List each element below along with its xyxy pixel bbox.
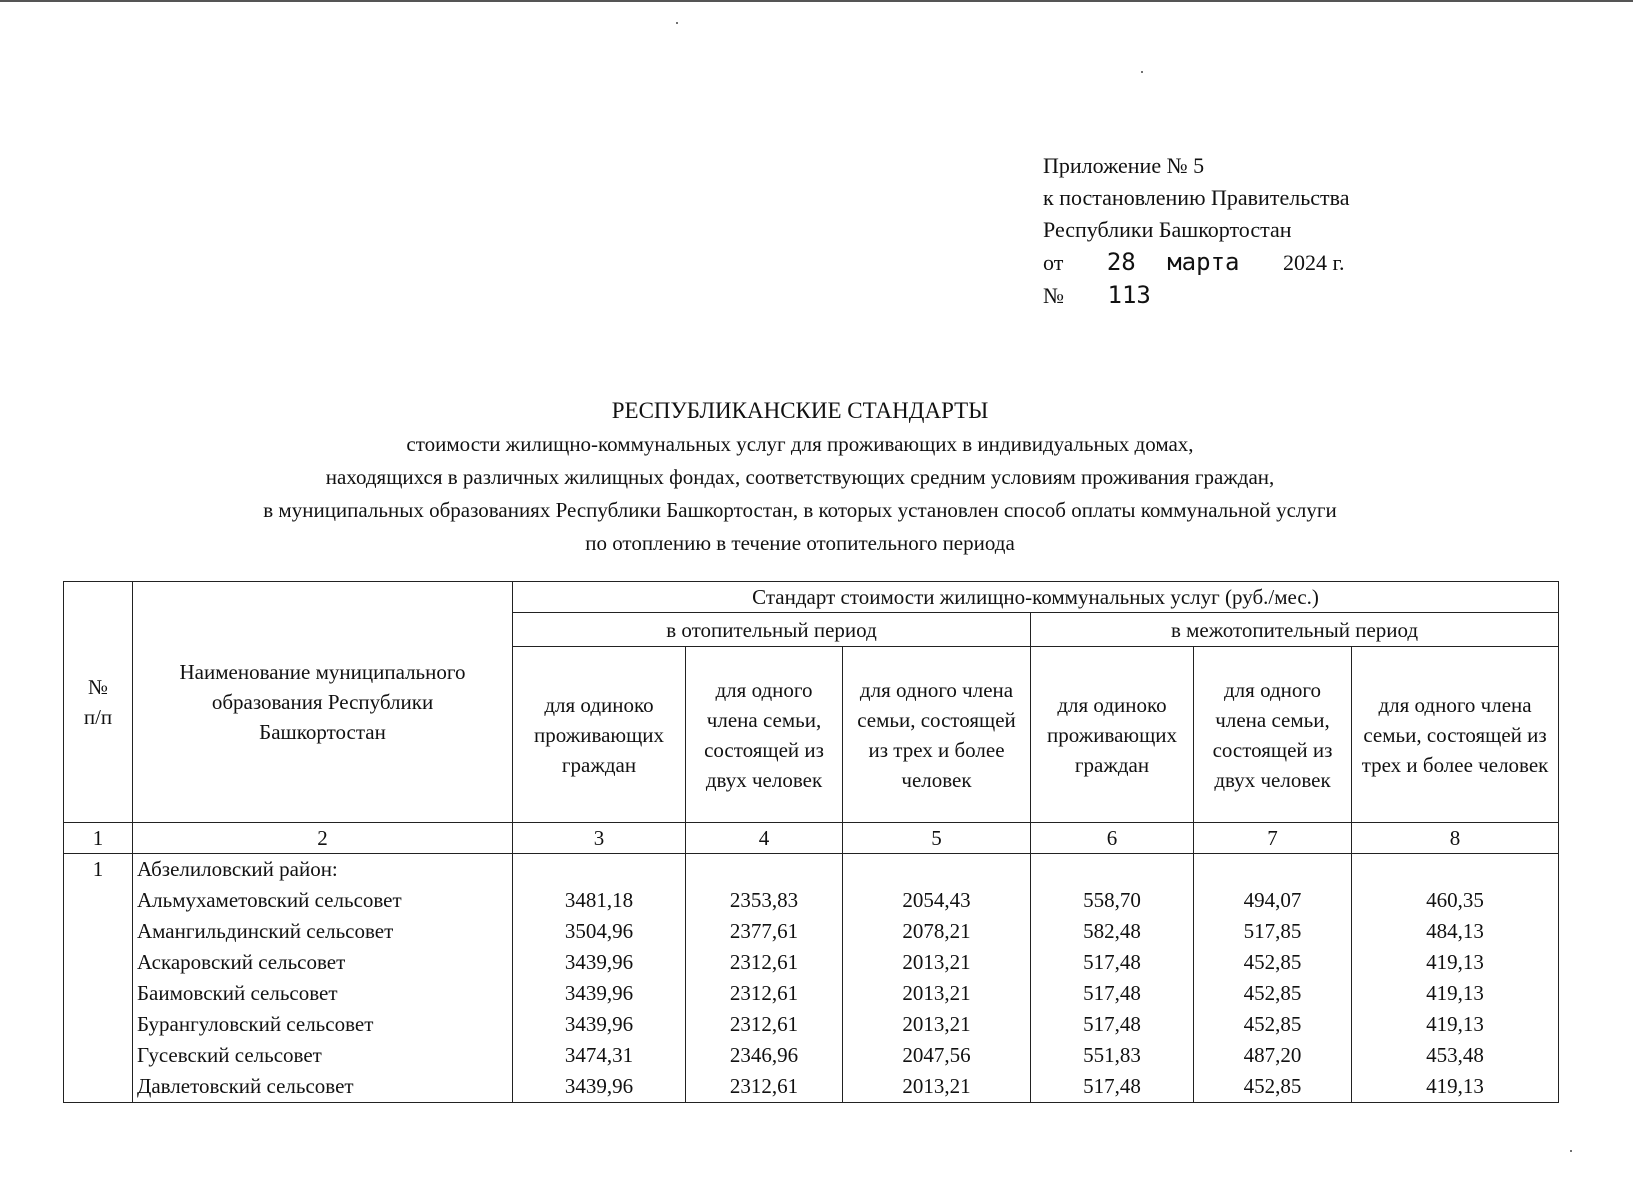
table-cell: 460,35 <box>1426 888 1484 912</box>
table-cell: 452,85 <box>1243 1074 1302 1098</box>
table-cell: 3474,31 <box>564 1043 634 1067</box>
header-nonheating-single: для одиноко проживающих граждан <box>1031 647 1194 823</box>
group-index <box>64 854 133 1103</box>
table-cell: 2312,61 <box>729 981 799 1005</box>
table-cell: 2312,61 <box>729 950 799 974</box>
table-cell: 558,70 <box>1083 888 1141 912</box>
table-cell: 419,13 <box>1426 1012 1484 1036</box>
values-heating-three <box>843 854 1031 1103</box>
date-day: 28 <box>1106 248 1136 276</box>
values-nonheating-three <box>1352 854 1559 1103</box>
table-cell: 551,83 <box>1083 1043 1141 1067</box>
values-heating-two <box>686 854 843 1103</box>
appendix-line-2: к постановлению Правительства <box>1043 185 1350 210</box>
header-row-number: № п/п <box>64 582 133 823</box>
municipality-names <box>133 854 513 1103</box>
table-cell: 419,13 <box>1426 950 1484 974</box>
heading-line-3: в муниципальных образованиях Республики Башкортостан, в которых установлен способ оплаты коммунальной услуги <box>263 498 1337 522</box>
table-cell: 2013,21 <box>902 950 971 974</box>
appendix-date <box>1043 246 1349 279</box>
table-cell: 517,48 <box>1083 950 1141 974</box>
appendix-line-3: Республики Башкортостан <box>1043 217 1292 242</box>
table-cell: 3481,18 <box>564 888 634 912</box>
column-number-4: 4 <box>686 823 843 854</box>
column-number-6: 6 <box>1031 823 1194 854</box>
table-cell: 453,48 <box>1426 1043 1484 1067</box>
header-nonheating-two: для одного члена семьи, состоящей из двух человек <box>1194 647 1352 823</box>
table-cell: 2377,61 <box>729 919 799 943</box>
appendix-line-1: Приложение № 5 <box>1043 153 1205 178</box>
table-cell: 3439,96 <box>564 1012 634 1036</box>
date-month: марта <box>1167 248 1240 276</box>
list-item: Амангильдинский сельсовет <box>137 919 394 943</box>
appendix-number <box>1043 279 1349 312</box>
table-cell: 2346,96 <box>729 1043 799 1067</box>
standards-table <box>63 581 1559 1103</box>
values-nonheating-two <box>1194 854 1352 1103</box>
values-nonheating-single <box>1031 854 1194 1103</box>
document-title: РЕСПУБЛИКАНСКИЕ СТАНДАРТЫ <box>611 398 989 423</box>
table-cell: 2013,21 <box>902 1074 971 1098</box>
table-cell: 2312,61 <box>729 1012 799 1036</box>
list-item: Давлетовский сельсовет <box>137 1074 354 1098</box>
header-heating-period: в отопительный период <box>513 613 1031 647</box>
table-cell: 2078,21 <box>902 919 971 943</box>
list-item: Альмухаметовский сельсовет <box>137 888 402 912</box>
group-index-value: 1 <box>92 857 104 881</box>
scan-speck <box>1141 71 1143 73</box>
table-cell: 3439,96 <box>564 950 634 974</box>
table-cell: 487,20 <box>1243 1043 1302 1067</box>
number-prefix: № <box>1043 283 1064 308</box>
table-cell: 2353,83 <box>729 888 799 912</box>
appendix-block <box>1043 150 1349 312</box>
column-number-1: 1 <box>64 823 133 854</box>
table-cell: 494,07 <box>1243 888 1302 912</box>
header-heating-single: для одиноко проживающих граждан <box>513 647 686 823</box>
table-cell: 517,48 <box>1083 1074 1141 1098</box>
table-cell: 419,13 <box>1426 981 1484 1005</box>
table-cell: 2312,61 <box>729 1074 799 1098</box>
list-item: Гусевский сельсовет <box>137 1043 322 1067</box>
scan-top-edge <box>0 0 1633 2</box>
scan-speck <box>676 22 678 24</box>
table-cell: 3439,96 <box>564 981 634 1005</box>
table-cell: 484,13 <box>1426 919 1484 943</box>
table-cell: 3504,96 <box>564 919 634 943</box>
table-row <box>64 854 1559 1103</box>
header-nonheating-three: для одного члена семьи, состоящей из трех и более человек <box>1352 647 1559 823</box>
table-cell: 2047,56 <box>902 1043 971 1067</box>
table-cell: 452,85 <box>1243 1012 1302 1036</box>
table-cell: 3439,96 <box>564 1074 634 1098</box>
table-cell: 517,48 <box>1083 1012 1141 1036</box>
heading-line-2: находящихся в различных жилищных фондах, соответствующих средним условиям проживания граждан, <box>325 465 1275 489</box>
table-cell: 517,85 <box>1243 919 1302 943</box>
table-cell: 452,85 <box>1243 981 1302 1005</box>
date-year: 2024 г. <box>1282 250 1345 275</box>
heading-line-4: по отоплению в течение отопительного периода <box>585 531 1015 555</box>
header-heating-three: для одного члена семьи, состоящей из трех и более человек <box>843 647 1031 823</box>
header-municipality-name: Наименование муниципального образования Республики Башкортостан <box>133 582 513 823</box>
header-heating-two: для одного члена семьи, состоящей из двух человек <box>686 647 843 823</box>
column-number-3: 3 <box>513 823 686 854</box>
table-cell: 582,48 <box>1083 919 1141 943</box>
list-item: Аскаровский сельсовет <box>137 950 346 974</box>
table-cell: 419,13 <box>1426 1074 1484 1098</box>
table-cell: 2054,43 <box>902 888 971 912</box>
heading-line-1: стоимости жилищно-коммунальных услуг для проживающих в индивидуальных домах, <box>406 432 1194 456</box>
table-cell: 452,85 <box>1243 950 1302 974</box>
district-name: Абзелиловский район: <box>137 857 338 881</box>
list-item: Бурангуловский сельсовет <box>137 1012 374 1036</box>
column-number-7: 7 <box>1194 823 1352 854</box>
document-number: 113 <box>1107 281 1151 309</box>
header-nonheating-period: в межотопительный период <box>1031 613 1559 647</box>
column-number-2: 2 <box>133 823 513 854</box>
column-number-8: 8 <box>1352 823 1559 854</box>
values-heating-single <box>513 854 686 1103</box>
table-cell: 2013,21 <box>902 1012 971 1036</box>
table-cell: 517,48 <box>1083 981 1141 1005</box>
table-cell: 2013,21 <box>902 981 971 1005</box>
date-prefix: от <box>1043 250 1064 275</box>
document-heading <box>120 394 1480 560</box>
column-number-5: 5 <box>843 823 1031 854</box>
header-standard-cost: Стандарт стоимости жилищно-коммунальных услуг (руб./мес.) <box>513 582 1559 613</box>
list-item: Баимовский сельсовет <box>137 981 338 1005</box>
scan-speck <box>1570 1150 1572 1152</box>
